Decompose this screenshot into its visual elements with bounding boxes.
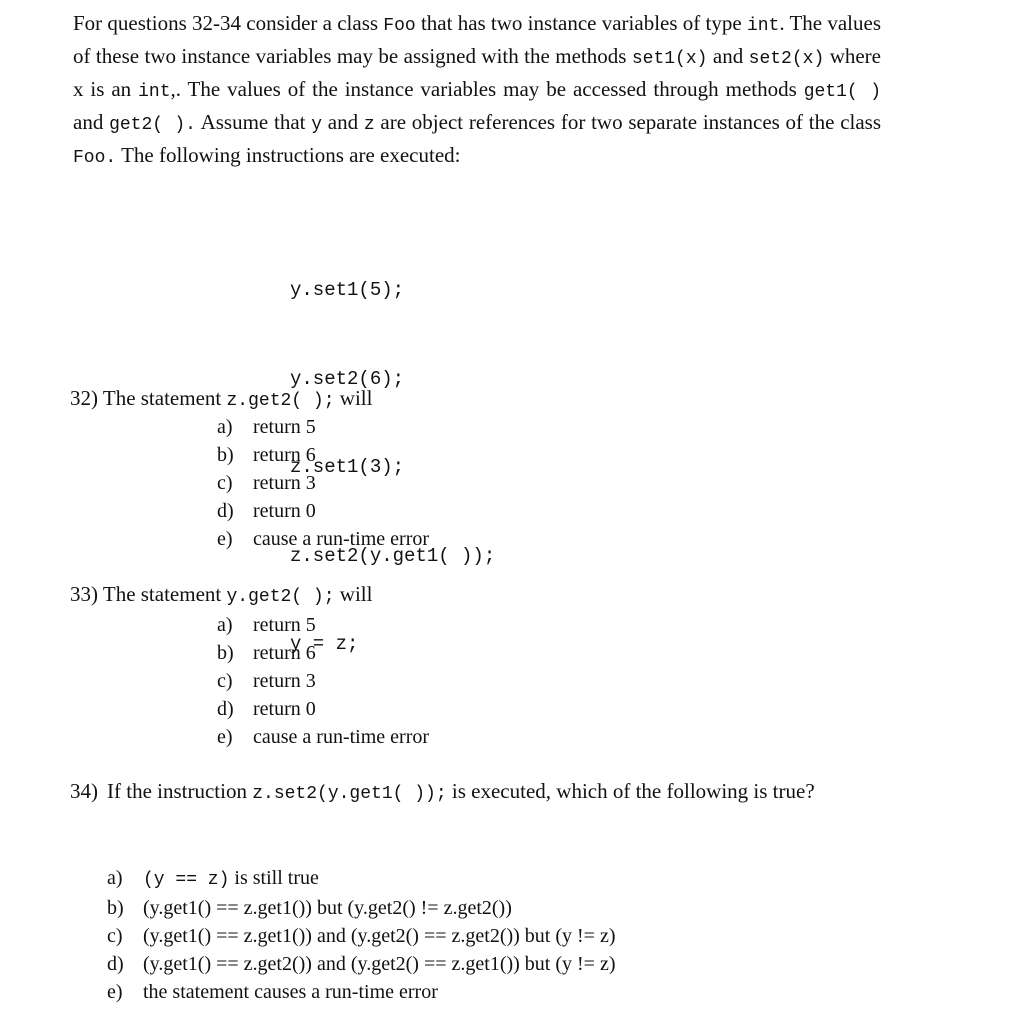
option-letter: a) (217, 614, 233, 636)
option-text: return 5 (253, 614, 316, 636)
option-b[interactable] (217, 441, 429, 469)
option-text: return 0 (253, 500, 316, 522)
inline-code: z.get2( ); (226, 391, 335, 411)
question-32-options (217, 413, 429, 553)
option-letter: c) (107, 925, 123, 947)
option-text: (y.get1() == z.get1()) and (y.get2() == z.get2()) but (y != z) (143, 925, 616, 947)
option-a[interactable] (217, 611, 429, 639)
option-d[interactable] (217, 695, 429, 723)
option-letter: e) (217, 528, 233, 550)
option-c[interactable] (217, 469, 429, 497)
inline-code: y (311, 115, 323, 135)
intro-text: ,. The values of the instance variables may be accessed through methods (170, 77, 804, 101)
option-d[interactable] (107, 950, 616, 978)
inline-code: z.set2(y.get1( )); (252, 784, 447, 804)
intro-text: where x is an (73, 44, 881, 101)
option-letter: b) (107, 897, 124, 919)
option-e[interactable] (217, 525, 429, 553)
code-line: z.set1(3); (290, 456, 405, 478)
inline-code: z (363, 115, 375, 135)
option-text: cause a run-time error (253, 528, 430, 550)
option-text: (y.get1() == z.get2()) and (y.get2() == z.get1()) but (y != z) (143, 953, 616, 975)
question-text: 32) The statement (70, 386, 227, 410)
intro-text: that has two instance variables of type (415, 11, 747, 35)
inline-code: y.get2( ); (226, 587, 335, 607)
code-line: y.set2(6); (290, 367, 405, 390)
intro-text: and (73, 110, 110, 134)
option-text: return 6 (253, 444, 316, 466)
question-32-stem (70, 384, 372, 415)
intro-text: . The values of these two instance variables may be assigned with the methods (73, 11, 882, 68)
question-34-stem (70, 775, 882, 810)
option-text: (y.get1() == z.get1()) but (y.get2() != z.get2()) (143, 897, 512, 919)
intro-text: are object references for two separate instances of the class (374, 110, 882, 134)
option-text: the statement causes a run-time error (143, 981, 438, 1003)
inline-code: (y == z) (143, 870, 230, 890)
option-letter: a) (217, 416, 233, 438)
question-34-options (107, 864, 616, 1006)
option-a[interactable] (217, 413, 429, 441)
option-text: return 0 (253, 698, 316, 720)
option-letter: d) (217, 500, 234, 522)
option-text: return 3 (253, 670, 316, 692)
question-number: 34) (70, 779, 98, 803)
question-33-options (217, 611, 429, 751)
question-text: 33) The statement (70, 582, 227, 606)
option-letter: b) (217, 642, 234, 664)
option-text: return 6 (253, 642, 316, 664)
option-b[interactable] (107, 894, 616, 922)
intro-paragraph (73, 8, 881, 173)
option-text: cause a run-time error (253, 726, 430, 748)
option-a[interactable] (107, 864, 616, 894)
option-c[interactable] (217, 667, 429, 695)
question-34-body (107, 775, 882, 810)
inline-code: set2(x) (748, 49, 825, 69)
inline-code: Foo (383, 16, 416, 36)
option-letter: a) (107, 867, 123, 889)
question-text: is executed, which of the following is true? (446, 779, 815, 803)
code-line: y = z; (290, 633, 359, 655)
option-letter: e) (107, 981, 123, 1003)
inline-code: get1( ) (803, 82, 881, 102)
option-d[interactable] (217, 497, 429, 525)
option-letter: d) (107, 953, 124, 975)
option-letter: c) (217, 670, 233, 692)
option-letter: e) (217, 726, 233, 748)
inline-code: int (138, 82, 171, 102)
intro-text: and (707, 44, 749, 68)
code-line: z.set2(y.get1( )); (290, 544, 496, 567)
option-text: return 3 (253, 472, 316, 494)
intro-text: The following instructions are executed: (116, 143, 461, 167)
intro-text: Assume that (196, 110, 312, 134)
inline-code: int (746, 16, 780, 36)
code-line: y.set1(5); (290, 279, 405, 301)
option-b[interactable] (217, 639, 429, 667)
option-e[interactable] (217, 723, 429, 751)
intro-text: For questions 32-34 consider a class (73, 11, 384, 35)
inline-code: Foo. (73, 148, 117, 168)
question-text: If the instruction (107, 779, 253, 803)
option-text: is still true (229, 867, 319, 889)
inline-code: set1(x) (631, 49, 708, 69)
option-text: return 5 (253, 416, 316, 438)
option-c[interactable] (107, 922, 616, 950)
question-text: will (334, 582, 373, 606)
question-text: will (334, 386, 373, 410)
option-letter: c) (217, 472, 233, 494)
inline-code: get2( ). (109, 115, 196, 135)
option-letter: d) (217, 698, 234, 720)
option-e[interactable] (107, 978, 616, 1006)
intro-text: and (322, 110, 364, 134)
option-letter: b) (217, 444, 234, 466)
question-33-stem (70, 580, 372, 611)
